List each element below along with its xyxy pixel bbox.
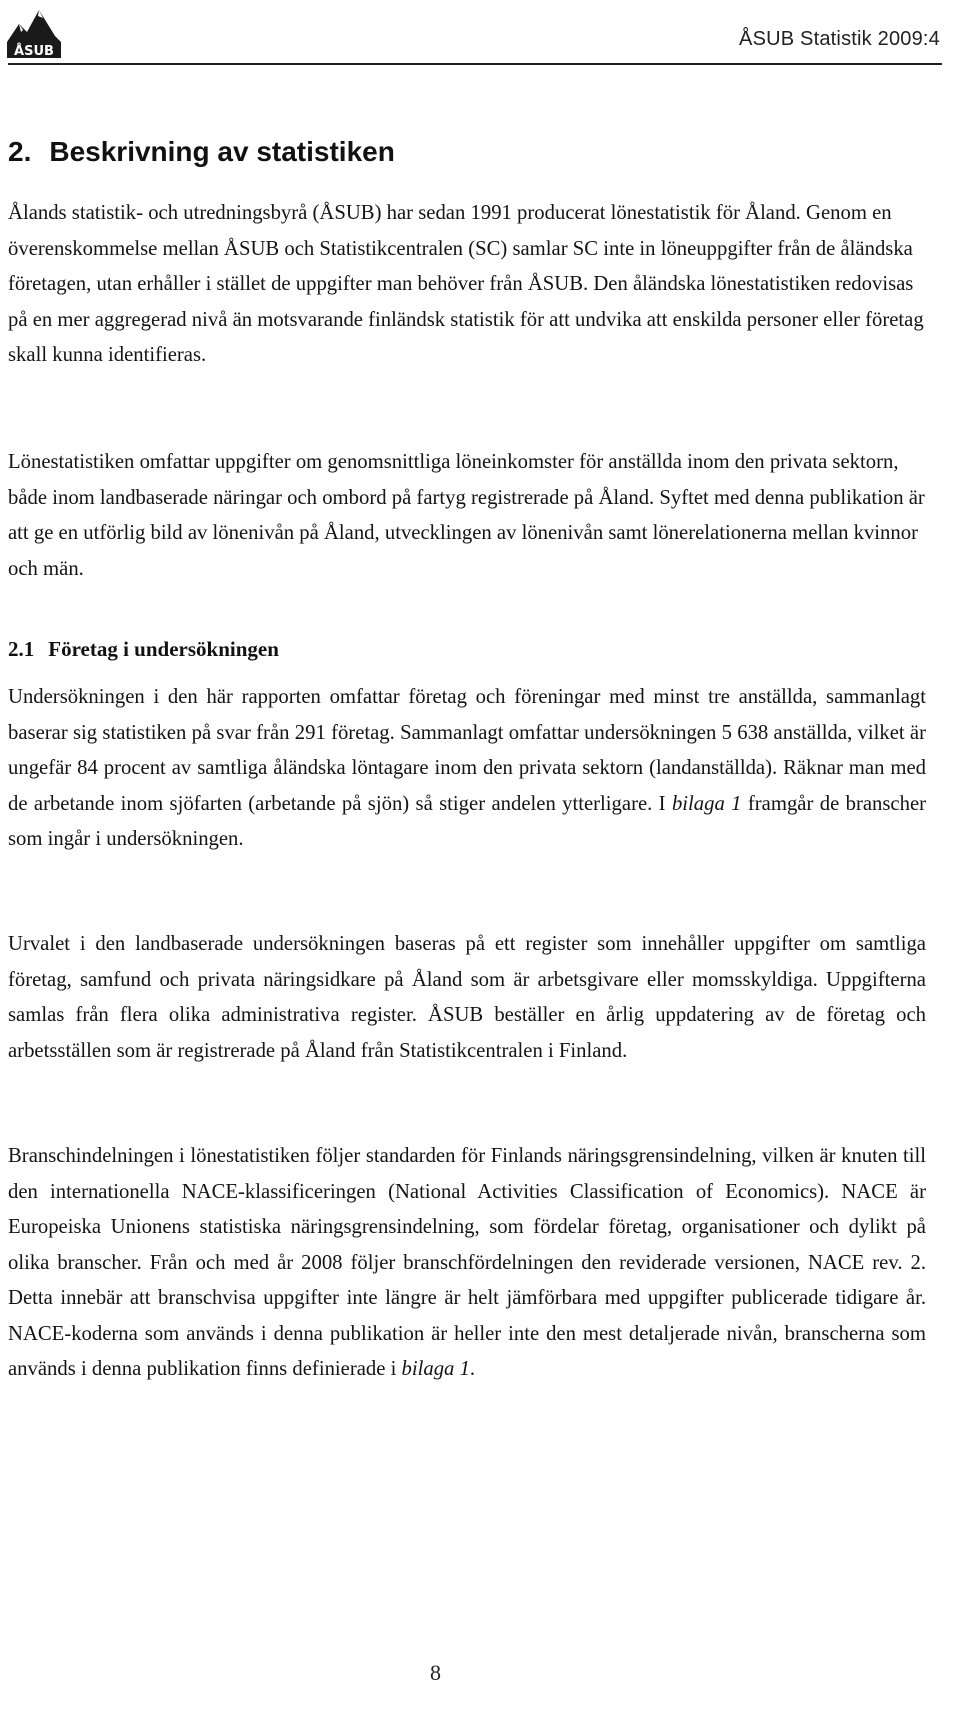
appendix-reference-2: bilaga 1 — [401, 1358, 470, 1380]
logo-text: ÅSUB — [14, 44, 54, 59]
paragraph-classification — [8, 1139, 926, 1388]
subsection-heading — [8, 637, 279, 662]
paragraph-classification-text: Branschindelningen i lönestatistiken följer standarden för Finlands näringsgrensindelning, vilken är knuten till den internationella NACE-klassificeringen (National Activities Classification of Economics). NACE är Europeiska Unionens statistiska näringsgrensindelning, som fördelar företag, organisationer och dylikt på olika branscher. Från och med år 2008 följer branschfördelningen den reviderade versionen, NACE rev. 2. Detta innebär att branschvisa uppgifter inte längre är helt jämförbara med uppgifter publicerade tidigare år. NACE-koderna som används i denna publikation är heller inte den mest detaljerade nivån, branscherna som används i denna publikation finns definierade i — [8, 1145, 926, 1380]
section-number: 2. — [8, 136, 32, 167]
paragraph-companies — [8, 680, 926, 858]
subsection-title-text: Företag i undersökningen — [48, 637, 279, 661]
asub-logo — [5, 2, 63, 60]
header-title: ÅSUB Statistik 2009:4 — [739, 28, 940, 50]
paragraph-sample: Urvalet i den landbaserade undersökningen baseras på ett register som innehåller uppgifter om samtliga företag, samfund och privata näringsidkare på Åland som är arbetsgivare eller momsskyldiga. Uppgifterna samlas från flera olika administrativa register. ÅSUB beställer en årlig uppdatering av de företag och arbetsställen som är registrerade på Åland från Statistikcentralen i Finland. — [8, 933, 926, 1062]
appendix-reference: bilaga 1 — [671, 792, 742, 815]
paragraph-scope: Lönestatistiken omfattar uppgifter om genomsnittliga löneinkomster för anställda inom den privata sektorn, både inom landbaserade näringar och ombord på fartyg registrerade på Åland. Syftet med denna publikation är att ge en utförlig bild av lönenivån på Åland, utvecklingen av lönenivån samt lönerelationerna mellan kvinnor och män. — [8, 451, 925, 580]
page-number: 8 — [430, 1660, 441, 1685]
section-heading — [8, 136, 395, 168]
paragraph-companies-tail: framgår de branscher som ingår i undersökningen. — [8, 792, 927, 850]
paragraph-intro: Ålands statistik- och utredningsbyrå (ÅSUB) har sedan 1991 producerat lönestatistik för Åland. Genom en överenskommelse mellan ÅSUB och Statistikcentralen (SC) samlar SC inte in löneuppgifter från de åländska företagen, utan erhåller i stället de uppgifter man behöver från ÅSUB. Den åländska lönestatistiken redovisas på en mer aggregerad nivå än motsvarande finländsk statistik för att undvika att enskilda personer eller företag skall kunna identifieras. — [8, 202, 924, 366]
paragraph-classification-tail: . — [469, 1358, 476, 1380]
section-title-text: Beskrivning av statistiken — [49, 136, 395, 167]
header-divider — [8, 63, 942, 65]
subsection-number: 2.1 — [8, 637, 35, 661]
paragraph-companies-text: Undersökningen i den här rapporten omfattar företag och föreningar med minst tre anställda, sammanlagt baserar sig statistiken på svar från 291 företag. Sammanlagt omfattar undersökningen 5 638 anställda, vilket är ungefär 84 procent av samtliga åländska löntagare inom den privata sektorn (landanställda). Räknar man med de arbetande inom sjöfarten (arbetande på sjön) så stiger andelen ytterligare. I — [8, 686, 926, 815]
